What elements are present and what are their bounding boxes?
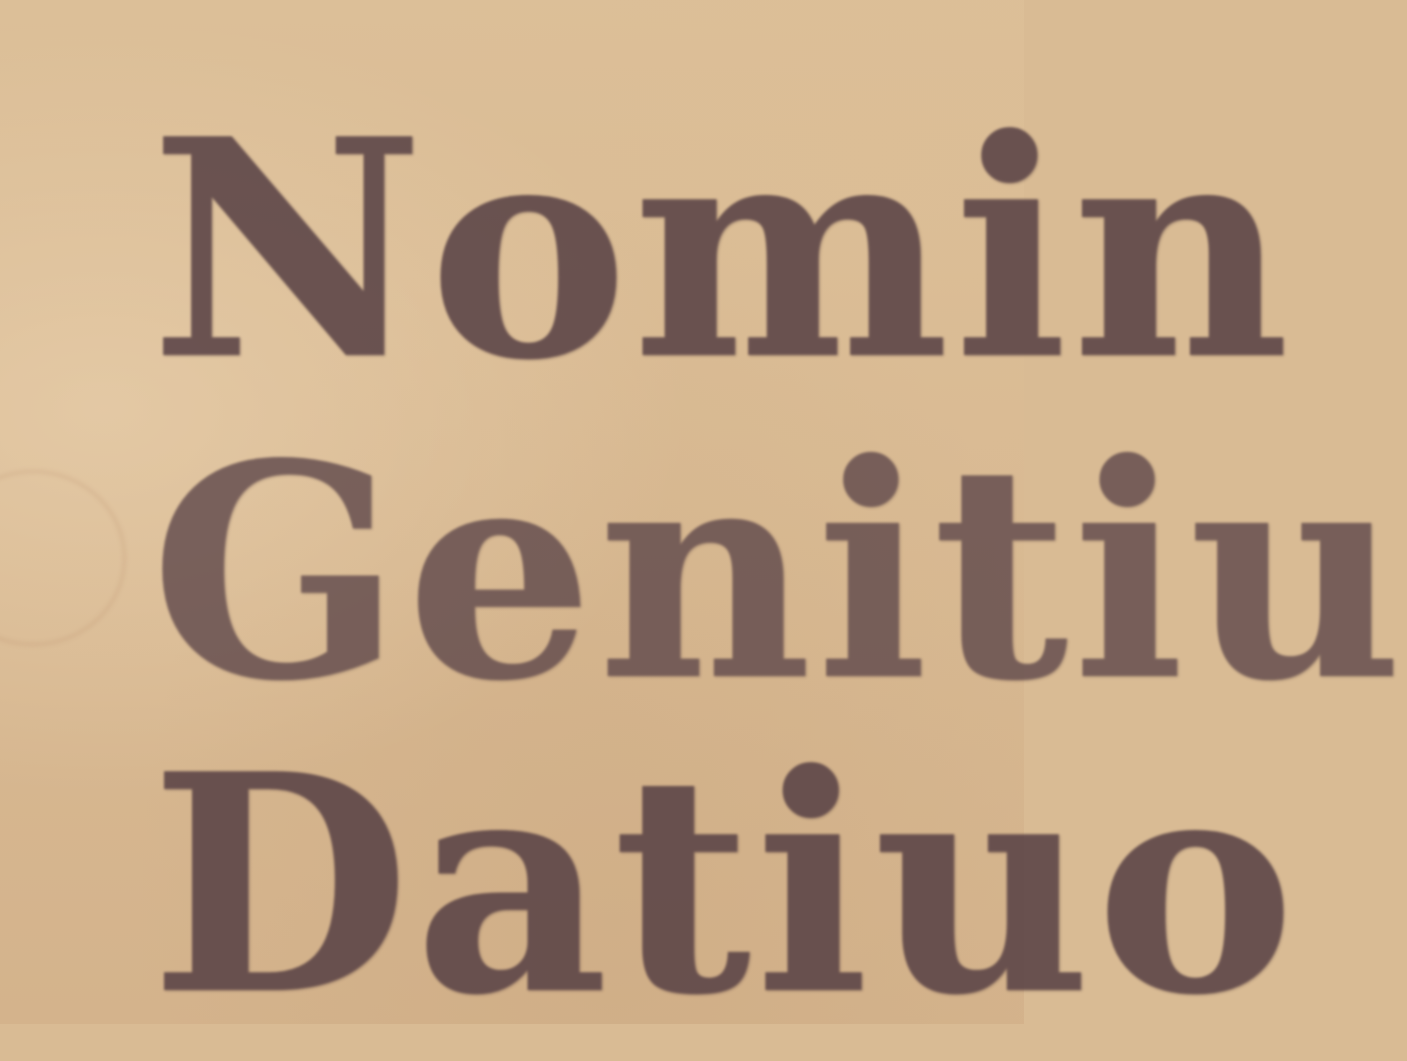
paper-stain	[0, 470, 126, 646]
text-line-nominative: Nomin	[150, 73, 1294, 426]
text-line-genitive: Genitiu	[150, 399, 1407, 746]
text-line-dative: Datiuo	[150, 708, 1300, 1061]
